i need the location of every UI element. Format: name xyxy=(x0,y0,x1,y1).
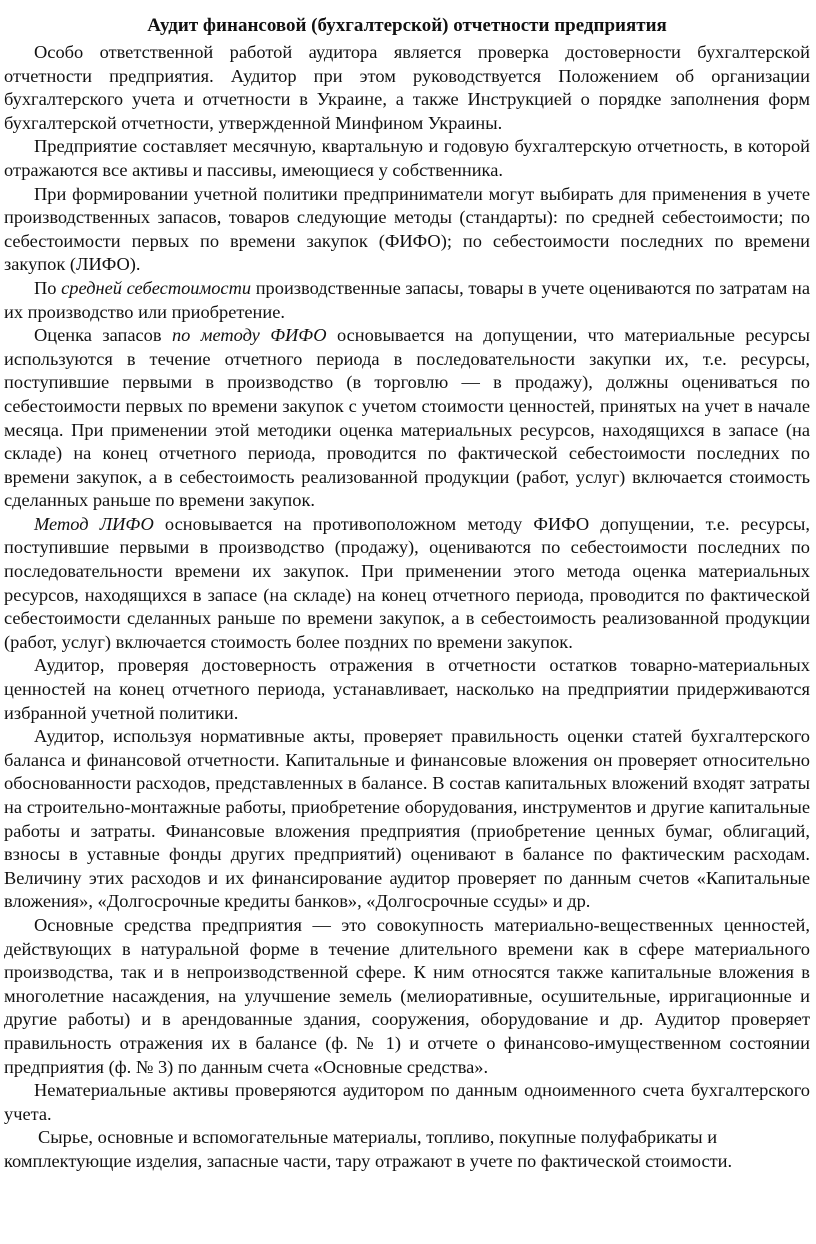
paragraph-6 xyxy=(4,513,810,655)
paragraph-8: Аудитор, используя нормативные акты, проверяет правильность оценки статей бухгалтерского баланса и финансовой отчетности. Капитальные и финансовые вложения он проверяет относительно обоснованности расходов, представленных в балансе. В состав капитальных вложений входят затраты на строительно-монтажные работы, приобретение оборудования, инструментов и другие капитальные работы и затраты. Финансовые вложения предприятия (приобретение ценных бумаг, облигаций, взносы в уставные фонды других предприятий) оценивают в балансе по фактическим расходам. Величину этих расходов и их финансирование аудитор проверяет по данным счетов «Капитальные вложения», «Долгосрочные кредиты банков», «Долгосрочные ссуды» и др. xyxy=(4,726,810,912)
paragraph-5-lead: Оценка запасов xyxy=(34,325,172,346)
paragraph-4-term: средней себестоимости xyxy=(61,277,252,298)
paragraph-1: Особо ответственной работой аудитора является проверка достоверности бухгалтерской отчетности предприятия. Аудитор при этом руководствуется Положением об организации бухгалтерского учета и отчетности в Украине, а также Инструкцией о порядке заполнения форм бухгалтерской отчетности, утвержденной Минфином Украины. xyxy=(4,42,810,133)
paragraph-7: Аудитор, проверяя достоверность отражения в отчетности остатков товарно-материальных ценностей на конец отчетного периода, устанавливает, насколько на предприятии придерживаются избранной учетной политики. xyxy=(4,655,810,723)
paragraph-11: Сырье, основные и вспомогательные материалы, топливо, покупные полуфабрикаты и комплектующие изделия, запасные части, тару отражают в учете по фактической стоимости. xyxy=(4,1127,733,1171)
paragraph-3: При формировании учетной политики предприниматели могут выбирать для применения в учете производственных запасов, товаров следующие методы (стандарты): по средней себестоимости; по себестоимости первых по времени закупок (ФИФО); по себестоимости последних по времени закупок (ЛИФО). xyxy=(4,183,810,275)
paragraph-5-body: основывается на допущении, что материальные ресурсы используются в течение отчетного периода в последовательности закупки их, т.е. ресурсы, поступившие первыми в производство (в торговлю — в продажу), должны оцениваться по себестоимости первых по времени закупок с учетом стоимости ценностей, принятых на учет в начале месяца. При применении этой методики оценка материальных ресурсов, находящихся в запасе (на складе) на конец отчетного периода, проводится по фактической себестоимости последних по времени закупок, а в себестоимость реализованной продукции (работ, услуг) включается стоимость сделанных раньше по времени закупок. xyxy=(4,325,810,511)
paragraph-9: Основные средства предприятия — это совокупность материально-вещественных ценностей, действующих в натуральной форме в течение длительного времени как в сфере материального производства, так и в непроизводственной сфере. К ним относятся также капитальные вложения в многолетние насаждения, на улучшение земель (мелиоративные, осушительные, ирригационные и другие работы) и в арендованные здания, сооружения, оборудование и др. Аудитор проверяет правильность отражения их в балансе (ф. № 1) и отчете о финансово-имущественном состоянии предприятия (ф. № 3) по данным счета «Основные средства». xyxy=(4,914,810,1077)
paragraph-4 xyxy=(4,277,810,324)
paragraph-4-lead: По xyxy=(34,277,62,298)
paragraph-6-term: Метод ЛИФО xyxy=(34,513,154,534)
paragraph-10: Нематериальные активы проверяются аудитором по данным одноименного счета бухгалтерского учета. xyxy=(4,1080,810,1124)
paragraph-2: Предприятие составляет месячную, квартальную и годовую бухгалтерскую отчетность, в которой отражаются все активы и пассивы, имеющиеся у собственника. xyxy=(4,136,810,180)
paragraph-4-body: производственные запасы, товары в учете оцениваются по затратам на их производство или приобретение. xyxy=(4,277,811,322)
paragraph-5-term: по методу ФИФО xyxy=(171,325,327,346)
paragraph-5 xyxy=(4,324,810,513)
document-title: Аудит финансовой (бухгалтерской) отчетности предприятия xyxy=(147,15,667,36)
paragraph-6-body: основывается на противоположном методу ФИФО допущении, т.е. ресурсы, поступившие первыми в производство (продажу), оцениваются по себестоимости последних по последовательности времени их закупок. При применении этого метода оценка материальных ресурсов, находящихся в запасе (на складе) на конец отчетного периода, проводится по фактической себестоимости сделанных раньше по времени закупок, а в себестоимость реализованной продукции (работ, услуг) включается стоимость более поздних по времени закупок. xyxy=(4,513,810,652)
